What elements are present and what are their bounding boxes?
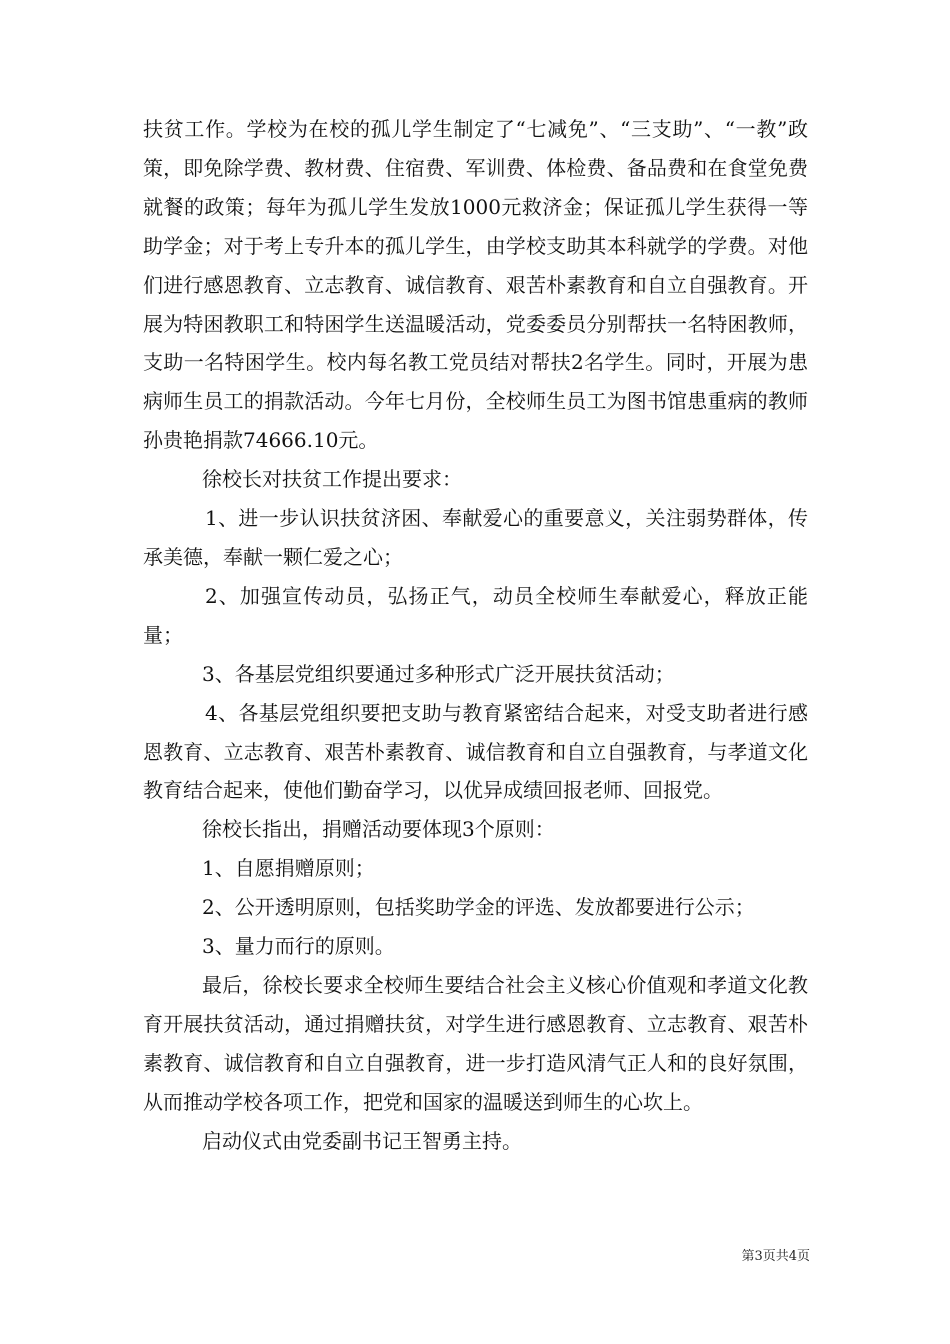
paragraph-poverty-work: 扶贫工作。学校为在校的孤儿学生制定了“七减免”、“三支助”、“一教”政策，即免除学费、教材费、住宿费、军训费、体检费、备品费和在食堂免费就餐的政策；每年为孤儿学生发放1000元救济金；保证孤儿学生获得一等助学金；对于考上专升本的孤儿学生，由学校支助其本科就学的学费。对他们进行感恩教育、立志教育、诚信教育、艰苦朴素教育和自立自强教育。开展为特困教职工和特困学生送温暖活动，党委委员分别帮扶一名特困教师，支助一名特困学生。校内每名教工党员结对帮扶2名学生。同时，开展为患病师生员工的捐款活动。今年七月份，全校师生员工为图书馆患重病的教师孙贵艳捐款74666.10元。 (143, 117, 808, 453)
paragraph-principle-3: 3、量力而行的原则。 (202, 934, 395, 959)
paragraph-conclusion: 最后，徐校长要求全校师生要结合社会主义核心价值观和孝道文化教育开展扶贫活动，通过捐赠扶贫，对学生进行感恩教育、立志教育、艰苦朴素教育、诚信教育和自立自强教育，进一步打造风清气正人和的良好氛围，从而推动学校各项工作，把党和国家的温暖送到师生的心坎上。 (143, 972, 808, 1114)
paragraph-requirement-3: 3、各基层党组织要通过多种形式广泛开展扶贫活动； (202, 661, 675, 686)
document-body (143, 110, 808, 1160)
paragraph-principle-1: 1、自愿捐赠原则； (202, 856, 375, 881)
paragraph-requirement-2: 2、加强宣传动员，弘扬正气，动员全校师生奉献爱心，释放正能量； (143, 583, 808, 647)
page-number: 第3页共4页 (741, 1249, 810, 1264)
paragraph-requirement-4: 4、各基层党组织要把支助与教育紧密结合起来，对受支助者进行感恩教育、立志教育、艰苦朴素教育、诚信教育和自立自强教育，与孝道文化教育结合起来，使他们勤奋学习，以优异成绩回报老师、回报党。 (143, 700, 808, 803)
paragraph-principle-2: 2、公开透明原则，包括奖助学金的评选、发放都要进行公示； (202, 895, 755, 920)
paragraph-principles-intro: 徐校长指出，捐赠活动要体现3个原则： (202, 817, 555, 842)
paragraph-requirement-1: 1、进一步认识扶贫济困、奉献爱心的重要意义，关注弱势群体，传承美德，奉献一颗仁爱之心； (143, 506, 808, 569)
paragraph-requirements-intro: 徐校长对扶贫工作提出要求： (202, 467, 462, 492)
paragraph-host: 启动仪式由党委副书记王智勇主持。 (202, 1128, 522, 1153)
